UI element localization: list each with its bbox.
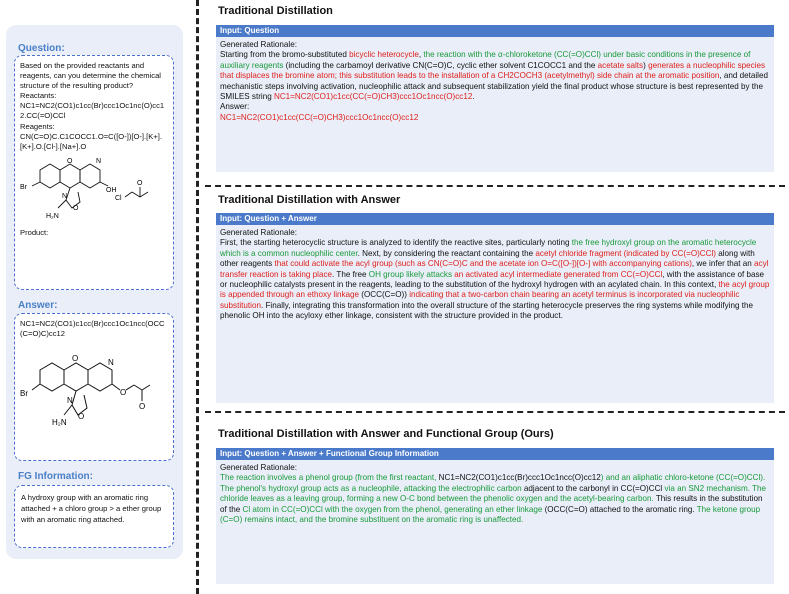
rationale-segment: acetate salts bbox=[597, 60, 644, 70]
rationale-segment: via an SN2 mechanism. The chloride leaves as a leaving group, forming a new O-C bond between the phenolic oxygen and the acetyl-bearing carbon. bbox=[220, 483, 767, 504]
rationale-segment: (OCC(C=O)) bbox=[359, 290, 410, 300]
rationale-segment: , we infer that an bbox=[691, 259, 755, 269]
section-3-body bbox=[216, 460, 774, 584]
rationale-segment: the acyl group is appended through an ethoxy linkage bbox=[220, 280, 770, 300]
answer-box bbox=[14, 313, 174, 461]
section-1-title: Traditional Distillation bbox=[218, 5, 333, 17]
p-h2n-label: H₂N bbox=[52, 418, 67, 428]
reagents-smiles: CN(C=O)C.C1COCC1.O=C([O-])[O-].[K+].[K+].O.[Cl-].[Na+].O bbox=[20, 131, 162, 151]
n-label: N bbox=[96, 157, 102, 165]
p-br-label: Br bbox=[20, 389, 28, 399]
answer-smiles: NC1=NC2(CO1)c1cc(Br)ccc1Oc1ncc(OCC(C=O)C)cc12 bbox=[20, 319, 165, 339]
section-3-title: Traditional Distillation with Answer and Functional Group (Ours) bbox=[218, 428, 554, 440]
rationale-segment: First, the starting heterocyclic structure is analyzed to identify the reactive sites, particularly noting bbox=[220, 238, 572, 248]
question-title: Question: bbox=[18, 43, 65, 54]
section-3-rationale bbox=[220, 473, 770, 525]
h2n-label: H₂N bbox=[46, 212, 59, 220]
rationale-segment: . Next, by considering the reactant containing the bbox=[357, 248, 536, 258]
rationale-segment: NC1=NC2(CO1)c1cc(CC(=O)CH3)ccc1Oc1ncc(O)cc12 bbox=[273, 92, 473, 102]
reactants-smiles: NC1=NC2(CO1)c1cc(Br)ccc1Oc1nc(O)cc12.CC(=O)CCl bbox=[20, 101, 165, 121]
rationale-segment: acetyl chloride fragment (indicated by CC(=O)CCl) bbox=[535, 248, 716, 258]
rationale-segment: that could activate the acyl group (such as CN(C=O)C and the acetate ion O=C([O-])[O-] with accompanying cations) bbox=[274, 259, 692, 269]
rationale-segment: The ketone group (C=O) remains intact, and the bromine substituent on the aromatic ring is unaffected. bbox=[220, 504, 761, 525]
section-2-rationale-label: Generated Rationale: bbox=[220, 228, 297, 237]
o-label: O bbox=[67, 157, 73, 165]
reagents-label: Reagents: bbox=[20, 121, 55, 131]
p-o2-label: O bbox=[78, 412, 85, 422]
fg-title: FG Information: bbox=[18, 471, 93, 482]
left-panel bbox=[6, 25, 183, 559]
rationale-segment: This results in the substitution of the bbox=[220, 494, 763, 514]
rationale-segment: . The free bbox=[332, 269, 369, 279]
section-3-rationale-label: Generated Rationale: bbox=[220, 463, 297, 472]
rationale-segment: the free hydroxyl group on the aromatic heterocycle which is a common nucleophilic center bbox=[220, 238, 757, 258]
rationale-segment: the reaction with the α-chloroketone (CC(=O)CCl) under basic conditions in the presence of auxiliary reagents bbox=[220, 50, 751, 70]
rationale-segment: ) bbox=[643, 60, 649, 70]
reactants-label: Reactants: bbox=[20, 91, 57, 101]
section-1-rationale bbox=[220, 50, 770, 102]
n2-label: N bbox=[62, 192, 68, 200]
rationale-segment: an activated acyl intermediate generated from CC(=O)CCl bbox=[454, 269, 663, 279]
fg-text: A hydroxy group with an aromatic ring attached + a chloro group > a ether group with an aromatic ring attached. bbox=[21, 493, 162, 524]
section-1-answer: NC1=NC2(CO1)c1cc(CC(=O)CH3)ccc1Oc1ncc(O)cc12 bbox=[220, 112, 419, 122]
section-2-title: Traditional Distillation with Answer bbox=[218, 194, 401, 206]
rationale-segment: , with the assistance of base or nucleophilic catalysts present in the reagents, leading to the substitution of the hydroxyl hydrogen with an acylated chain. In this context, bbox=[220, 269, 764, 290]
divider-1 bbox=[205, 185, 785, 187]
section-3-input-bar: Input: Question + Answer + Functional Group Information bbox=[216, 448, 774, 460]
rationale-segment: ) and an aliphatic chloro-ketone (CC(=O)CCl). The phenol's hydroxyl group acts as a nucleophile, attacking the electrophilic carbon bbox=[220, 473, 766, 493]
question-text: Based on the provided reactants and reagents, can you determine the chemical structure of the resulting product? bbox=[20, 61, 161, 91]
br-label: Br bbox=[20, 183, 27, 191]
product-structure bbox=[20, 345, 170, 445]
rationale-segment: along with other reagents bbox=[220, 248, 755, 269]
rationale-segment: NC1=NC2(CO1)c1cc(Br)ccc1Oc1ncc(O)cc12 bbox=[438, 473, 601, 483]
question-box bbox=[14, 55, 174, 290]
rationale-segment: indicating that a two-carbon chain bearing an acetyl terminus is incorporated via nucleophilic substitution bbox=[220, 290, 740, 310]
product-label: Product: bbox=[20, 227, 49, 237]
oh-label: OH bbox=[106, 186, 117, 194]
divider-2 bbox=[205, 411, 785, 413]
p-o3-label: O bbox=[120, 388, 127, 398]
section-1-rationale-label: Generated Rationale: bbox=[220, 40, 297, 49]
rationale-segment: . bbox=[472, 92, 475, 102]
answer-title: Answer: bbox=[18, 300, 58, 311]
rationale-segment: OH group likely attacks bbox=[368, 269, 452, 279]
rationale-segment: Cl atom in CC(=O)CCl with the oxygen from the phenol, generating an ether linkage bbox=[242, 504, 543, 514]
rationale-segment: adjacent to the carbonyl in CC(=O)CCl bbox=[521, 483, 665, 493]
p-n2-label: N bbox=[67, 396, 73, 406]
reactant-structure bbox=[20, 152, 170, 228]
section-1-answer-label: Answer: bbox=[220, 102, 250, 112]
section-2-rationale bbox=[220, 238, 770, 321]
p-n-label: N bbox=[108, 358, 114, 368]
section-2-body bbox=[216, 225, 774, 403]
section-1-input-bar: Input: Question bbox=[216, 25, 774, 37]
vertical-divider bbox=[196, 0, 199, 594]
p-o-label: O bbox=[72, 354, 79, 364]
p-o4-label: O bbox=[139, 402, 146, 412]
rationale-segment: bicyclic heterocycle bbox=[349, 50, 419, 60]
rationale-segment: Starting from the bromo-substituted bbox=[220, 50, 350, 60]
rationale-segment: generates a nucleophilic species that displaces the bromine atom; this substitution leads to the installation of a CH2COCH3 (acetylmethyl) side chain at the aromatic position bbox=[220, 60, 766, 81]
rationale-segment: The reaction involves a phenol group (from the first reactant, bbox=[220, 473, 439, 483]
section-1-body bbox=[216, 37, 774, 172]
o3-label: O bbox=[137, 179, 143, 187]
rationale-segment: . Finally, integrating this transformation into the overall structure of the starting heterocycle preserves the ring systems while modifying the phenolic OH into the acyloxy ether linkage, consistent with the structure provided in the product. bbox=[220, 300, 753, 321]
rationale-segment: acyl transfer reaction is taking place bbox=[220, 259, 769, 279]
fg-box bbox=[14, 485, 174, 548]
o2-label: O bbox=[73, 204, 79, 212]
rationale-segment: (OCC(C=O) attached to the aromatic ring. bbox=[542, 504, 697, 514]
section-2-input-bar: Input: Question + Answer bbox=[216, 213, 774, 225]
rationale-segment: , and detailed mechanistic steps involving activation, nucleophilic attack and subsequent stabilization yield the final product whose structure is best represented by the SMILES string bbox=[220, 71, 768, 102]
rationale-segment: , bbox=[418, 50, 424, 60]
cl-label: Cl bbox=[115, 194, 122, 202]
rationale-segment: (including the carbamoyl derivative CN(C=O)C, cyclic ether solvent C1COCC1 and the bbox=[283, 60, 598, 70]
